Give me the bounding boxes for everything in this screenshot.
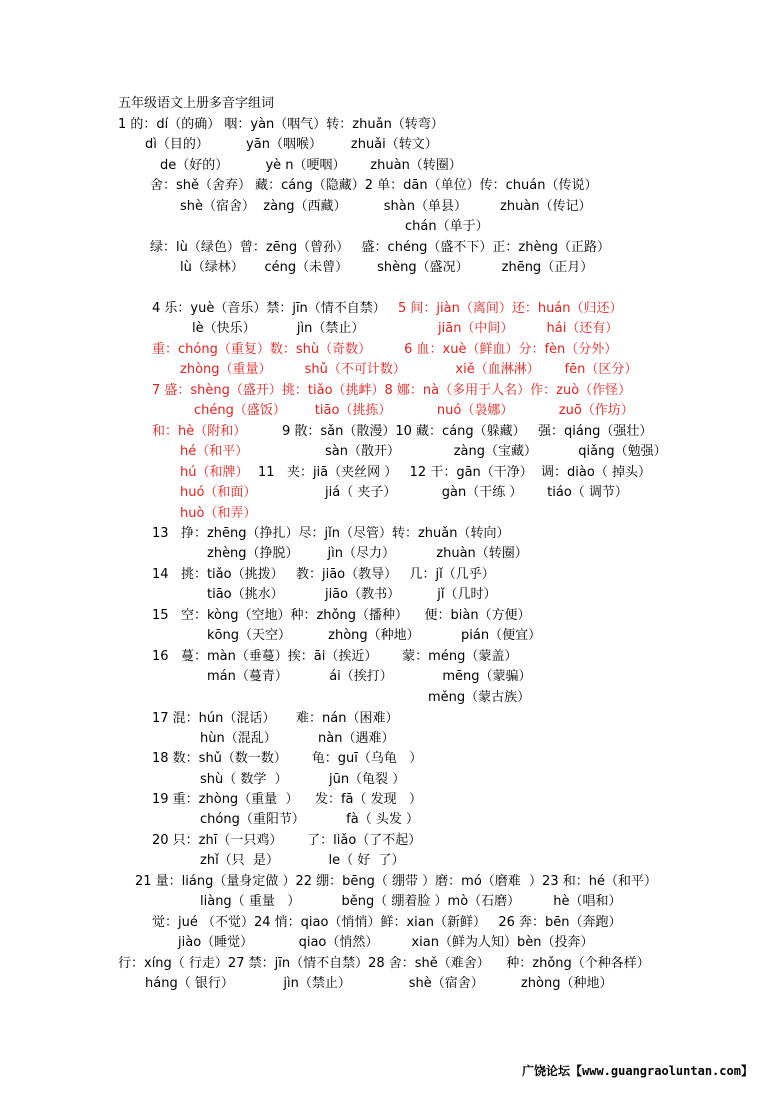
text-line: 7 盛：shèng（盛开）挑：tiǎo（挑衅）8 娜：nà（多用于人名）作：zuò（作怪） xyxy=(152,383,632,398)
text-line: kōng（天空） zhòng（种地） pián（便宜） xyxy=(207,628,542,643)
text-line: 17 混：hún（混话） 难：nán（困难） xyxy=(152,711,399,726)
text-line: 18 数：shǔ（数一数） 龟：guī（乌龟 ） xyxy=(152,751,423,766)
text-line: 9 散：sǎn（散漫）10 藏：cáng（躲藏） 强：qiáng（强壮） xyxy=(282,424,653,439)
text-line: hé（和平） xyxy=(180,444,249,459)
text-line: 15 空：kòng（空地）种：zhǒng（播种） 便：biàn（方便） xyxy=(152,608,531,623)
text-line: chóng（重阳节） fà（ 头发 ） xyxy=(200,812,419,827)
text-line: 20 只：zhī（一只鸡） 了：liǎo（了不起） xyxy=(152,833,422,848)
text-line: měng（蒙古族） xyxy=(428,690,531,705)
text-line: 4 乐：yuè（音乐）禁：jīn（情不自禁） xyxy=(152,301,386,316)
text-line: 5 间：jiàn（离间）还：huán（归还） xyxy=(398,301,623,316)
text-line: huò（和弄） xyxy=(180,506,257,521)
text-line: hú（和牌） xyxy=(180,465,249,480)
text-line: 和：hè（附和） xyxy=(152,424,247,439)
text-line: 21 量：liáng（量身定做 ）22 绷：bēng（ 绷带 ）磨：mó（磨难 ）23 和：hé（和平） xyxy=(135,874,657,889)
text-line: lè（快乐） jìn（禁止） xyxy=(192,321,365,336)
text-line: dì（目的） yān（咽喉） zhuǎi（转文） xyxy=(145,137,438,152)
text-line: 1 的：dí（的确） 咽：yàn（咽气）转：zhuǎn（转弯） xyxy=(118,117,444,132)
text-line: shè（宿舍） zàng（西藏） shàn（单县） zhuàn（传记） xyxy=(180,199,592,214)
text-line: shù（ 数学 ） jūn（龟裂 ） xyxy=(200,772,406,787)
text-line: 行：xíng（ 行走）27 禁：jīn（情不自禁）28 舍：shě（难舍） 种：zhǒng（个种各样） xyxy=(118,956,650,971)
text-line: lù（绿林） céng（未曾） shèng（盛况） zhēng（正月） xyxy=(180,260,594,275)
text-line: huó（和面） xyxy=(180,485,257,500)
text-line: hùn（混乱） nàn（遇难） xyxy=(200,731,395,746)
footer-source: 广饶论坛【www.guangraoluntan.com】 xyxy=(522,1064,753,1078)
text-line: zhòng（重量） shǔ（不可计数） xiě（血淋淋） fēn（区分） xyxy=(180,362,638,377)
text-line: háng（ 银行） jìn（禁止） shè（宿舍） zhòng（种地） xyxy=(145,976,613,991)
text-line: jiān（中间） hái（还有） xyxy=(438,321,619,336)
text-line: jiào（睡觉） qiao（悄然） xian（鲜为人知）bèn（投奔） xyxy=(178,935,594,950)
text-line: zhǐ（只 是） le（ 好 了） xyxy=(200,853,405,868)
text-line: 舍：shě（舍弃） 藏：cáng（隐藏）2 单：dān（单位）传：chuán（传说） xyxy=(150,178,598,193)
text-line: mán（蔓青） ái（挨打） mēng（蒙骗） xyxy=(207,669,532,684)
text-line: sàn（散开） zàng（宝藏） qiǎng（勉强） xyxy=(325,444,667,459)
text-line: 觉：jué （不觉）24 悄：qiao（悄悄）鲜：xian（新鲜） 26 奔：bēn（奔跑） xyxy=(152,915,622,930)
text-line: liàng（ 重量 ） běng（ 绷着脸 ）mò（石磨） hè（唱和） xyxy=(200,894,622,909)
text-line: 11 夹：jiā（夹丝网 ） 12 干：gān（干净） 调：diào（ 掉头） xyxy=(258,465,651,480)
text-line: chéng（盛饭） tiāo（挑拣） nuó（袅娜） zuō（作坊） xyxy=(194,403,634,418)
text-line: 19 重：zhòng（重量 ） 发：fā（ 发现 ） xyxy=(152,792,423,807)
text-line: 13 挣：zhēng（挣扎）尽：jǐn（尽管）转：zhuǎn（转向） xyxy=(152,526,510,541)
text-line: tiāo（挑水） jiāo（教书） jǐ（几时） xyxy=(207,587,497,602)
text-line: 16 蔓：màn（垂蔓）挨：āi（挨近） 蒙：méng（蒙盖） xyxy=(152,649,518,664)
text-line: jiá（ 夹子） gàn（干练 ） tiáo（ 调节） xyxy=(325,485,628,500)
text-line: de（好的） yè n（哽咽） zhuàn（转圈） xyxy=(160,158,462,173)
text-line: 14 挑：tiǎo（挑拨） 教：jiāo（教导） 几：jǐ（几乎） xyxy=(152,567,495,582)
text-line: 绿：lù（绿色）曾：zēng（曾孙） 盛：chéng（盛不下）正：zhèng（正路） xyxy=(150,240,610,255)
text-line: 重：chóng（重复）数：shù（奇数） 6 血：xuè（鲜血）分：fèn（分外） xyxy=(152,342,618,357)
text-line: zhèng（挣脱） jìn（尽力） zhuàn（转圈） xyxy=(207,546,528,561)
text-line: chán（单于） xyxy=(405,219,489,234)
document-title: 五年级语文上册多音字组词 xyxy=(118,96,275,111)
